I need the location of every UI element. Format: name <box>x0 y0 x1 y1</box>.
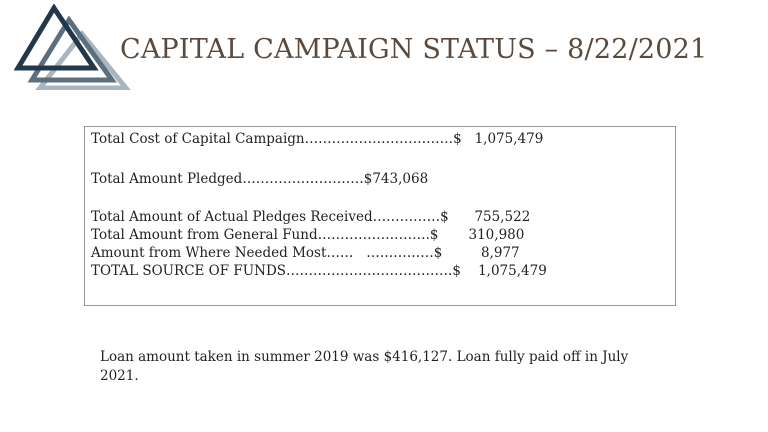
loan-note: Loan amount taken in summer 2019 was $416,127. Loan fully paid off in July 2021. <box>100 349 629 384</box>
total-pledged-row: Total Amount Pledged………………………$743,068 <box>91 171 429 187</box>
total-cost-row: Total Cost of Capital Campaign……………………………$ 1,075,479 <box>91 131 544 147</box>
where-needed-most-row: Amount from Where Needed Most…… ……………$ 8,977 <box>91 245 520 261</box>
pledges-received-row: Total Amount of Actual Pledges Received……………$ 755,522 <box>91 209 531 225</box>
logo-triangles-icon <box>14 4 132 90</box>
general-fund-row: Total Amount from General Fund…………………….$ 310,980 <box>91 227 525 243</box>
page-title: CAPITAL CAMPAIGN STATUS – 8/22/2021 <box>120 34 708 65</box>
total-source-of-funds-row: TOTAL SOURCE OF FUNDS……………………………….$ 1,075,479 <box>91 263 547 279</box>
campaign-status-box <box>84 126 676 306</box>
